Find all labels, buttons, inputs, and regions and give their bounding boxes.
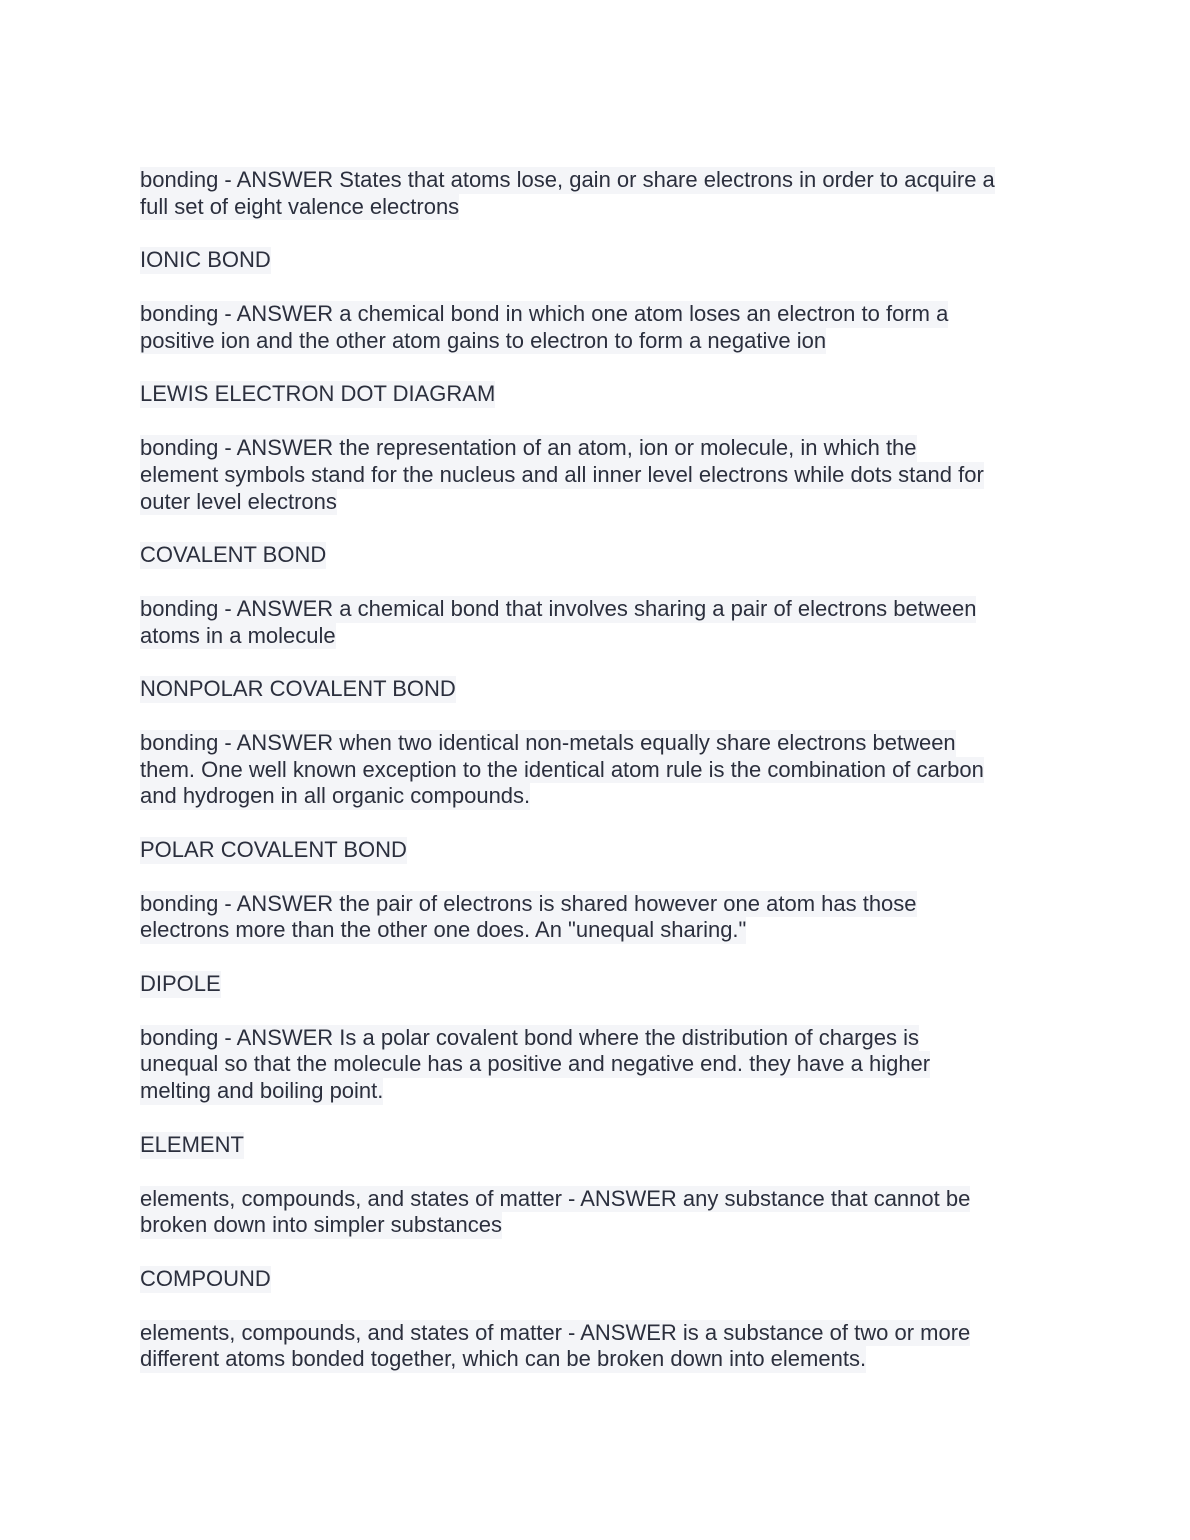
text-line: bonding - ANSWER Is a polar covalent bond where the distribution of charges is [140,1024,919,1050]
text-line: full set of eight valence electrons [140,193,460,219]
text-line: bonding - ANSWER the representation of an atom, ion or molecule, in which the [140,435,917,461]
answer-paragraph [140,167,1060,220]
text-line: COMPOUND [140,1265,271,1291]
text-line: bonding - ANSWER the pair of electrons is shared however one atom has those [140,890,917,916]
term-heading [140,971,1060,998]
term-heading [140,381,1060,408]
text-line: COVALENT BOND [140,542,327,568]
text-line: broken down into simpler substances [140,1212,502,1238]
answer-paragraph [140,301,1060,354]
text-line: bonding - ANSWER a chemical bond in which one atom loses an electron to form a [140,301,949,327]
text-line: LEWIS ELECTRON DOT DIAGRAM [140,381,496,407]
text-line: bonding - ANSWER when two identical non-metals equally share electrons between [140,729,956,755]
text-line: unequal so that the molecule has a positive and negative end. they have a higher [140,1051,931,1077]
term-heading [140,1132,1060,1159]
text-line: outer level electrons [140,488,337,514]
text-line: elements, compounds, and states of matter - ANSWER is a substance of two or more [140,1319,971,1345]
term-heading [140,837,1060,864]
text-line: elements, compounds, and states of matter - ANSWER any substance that cannot be [140,1185,971,1211]
text-line: NONPOLAR COVALENT BOND [140,676,456,702]
text-line: positive ion and the other atom gains to electron to form a negative ion [140,327,827,353]
text-line: and hydrogen in all organic compounds. [140,783,531,809]
answer-paragraph [140,1025,1060,1105]
answer-paragraph [140,1186,1060,1239]
answer-paragraph [140,435,1060,515]
text-line: melting and boiling point. [140,1078,384,1104]
text-line: bonding - ANSWER a chemical bond that involves sharing a pair of electrons between [140,595,977,621]
answer-paragraph [140,596,1060,649]
text-line: atoms in a molecule [140,622,336,648]
term-heading [140,676,1060,703]
answer-paragraph [140,1320,1060,1373]
text-line: them. One well known exception to the identical atom rule is the combination of carbon [140,756,984,782]
answer-paragraph [140,891,1060,944]
term-heading [140,247,1060,274]
text-line: bonding - ANSWER States that atoms lose, gain or share electrons in order to acquire a [140,167,995,192]
term-heading [140,1266,1060,1293]
answer-paragraph [140,730,1060,810]
text-line: element symbols stand for the nucleus and all inner level electrons while dots stand for [140,461,984,487]
text-line: POLAR COVALENT BOND [140,837,407,862]
text-line: DIPOLE [140,971,221,997]
document-page [140,167,1060,1400]
text-line: IONIC BOND [140,247,271,273]
text-line: ELEMENT [140,1131,244,1157]
text-line: different atoms bonded together, which can be broken down into elements. [140,1346,867,1372]
term-heading [140,542,1060,569]
text-line: electrons more than the other one does. An "unequal sharing." [140,917,747,943]
